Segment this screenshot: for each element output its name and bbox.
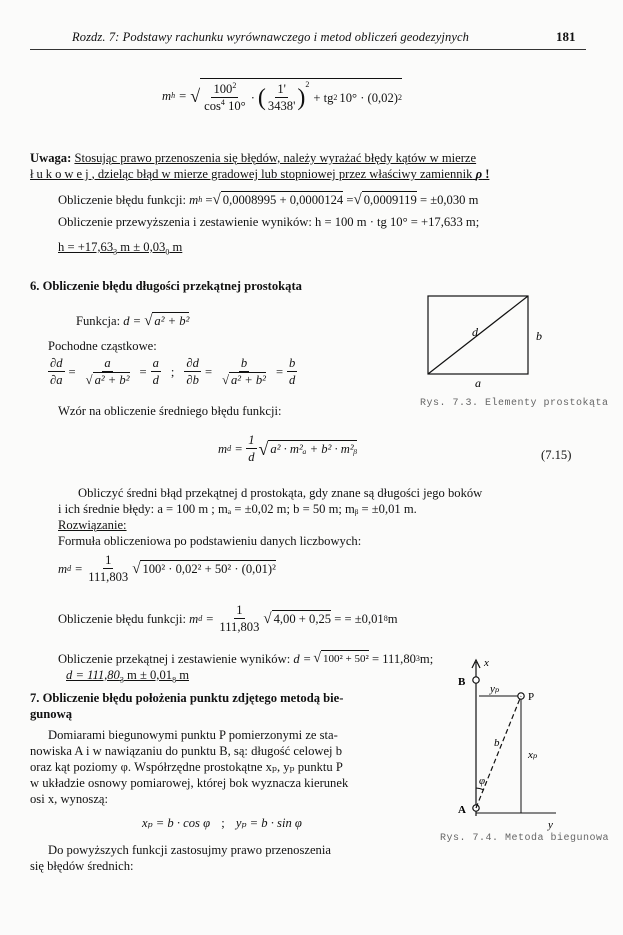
section-7-title-1: 7. Obliczenie błędu położenia punktu zdjętego metodą bie- <box>30 691 344 705</box>
page-number: 181 <box>556 29 576 44</box>
para2-line-1: Do powyższych funkcji zastosujmy prawo przenoszenia <box>48 843 331 857</box>
label-phi: φ <box>479 775 486 787</box>
para1-line-5: osi x, wynoszą: <box>30 792 109 806</box>
label-x-axis: x <box>484 657 489 669</box>
equation-number: (7.15) <box>541 448 572 462</box>
calc-mh: Obliczenie błędu funkcji: m h = √ 0,0008995 + 0,0000124 = √ 0,0009119 = ±0,030 m <box>58 191 479 208</box>
frac-1-3438: $\frac{1'}{3438'}$ <box>267 82 296 113</box>
section-6-title: 6. Obliczenie błędu długości przekątnej prostokąta <box>30 279 302 293</box>
result-h: $h = +17,63_3$ $m \pm 0,03_0$ m <box>58 240 183 257</box>
angle-arc <box>476 788 484 790</box>
diagonal-line <box>428 296 528 374</box>
note-line-2: łukowej, dzieląc błąd w mierze gradowej lub stopniowej przez właściwy zamiennik ρ ! <box>30 167 490 181</box>
summary-d: Obliczenie przekątnej i zestawienie wyników: d = √ 100² + 50² = 111,80 3 m; <box>58 650 434 666</box>
frac-100-cos: $\frac{100^2}{\cos^4 10^\circ}$ <box>204 80 246 113</box>
formula-7-15: m d = $\frac{1}{d}$ √ a² · m²ₐ + b² · m²ᵦ <box>218 433 358 464</box>
figure-7-4-caption: Rys. 7.4. Metoda biegunowa <box>440 833 610 844</box>
solution-label: Rozwiązanie: <box>58 518 127 532</box>
running-header: Rozdz. 7: Podstawy rachunku wyrównawczego i metod obliczeń geodezyjnych <box>72 30 469 44</box>
para1-line-1: Domiarami biegunowymi punktu P pomierzonymi ze sta- <box>48 728 338 742</box>
calc-h: Obliczenie przewyższenia i zestawienie wyników: h = 100 m · tg 10° = +17,633 m; <box>58 215 480 229</box>
problem-line-1: Obliczyć średni błąd przekątnej d prostokąta, gdy znane są długości jego boków <box>78 486 483 500</box>
para1-line-4: w układzie osnowy pomiarowej, której bok wyznacza kierunek <box>30 776 349 790</box>
partials-label: Pochodne cząstkowe: <box>48 339 157 353</box>
label-b: b <box>536 329 542 343</box>
rectangle-figure <box>420 290 590 415</box>
note-line-1: Uwaga: Stosując prawo przenoszenia się błędów, należy wyrażać błędy kątów w mierze <box>30 151 477 165</box>
para2-line-2: się błędów średnich: <box>30 859 134 873</box>
function-d: Funkcja: d = √ a² + b² <box>76 312 190 329</box>
label-b-length: b <box>494 737 500 749</box>
partial-derivatives: $\frac{\partial d}{\partial a}$ = $\frac{a}{\text{√ a² + b²}}$ = $\frac{a}{d}$ ; $\frac{\partial d}{\partial b}$ = $\frac{b}{\text{√ a² + b²}}$ = $\frac{b}{d}$ <box>50 356 296 387</box>
label-a: a <box>475 376 481 390</box>
problem-line-2: i ich średnie błędy: a = 100 m ; mₐ = ±0,02 m; b = 50 m; mᵦ = ±0,01 m. <box>58 502 417 516</box>
section-7-title-2: gunową <box>30 707 72 721</box>
label-xp: xₚ <box>528 749 538 761</box>
label-yp: yₚ <box>490 683 500 695</box>
polar-equations: xₚ = b · cos φ ; yₚ = b · sin φ <box>142 816 302 830</box>
final-result-d: $d = 111,80_3$ $m \pm 0,01_8$ m <box>66 668 190 685</box>
label-y-axis: y <box>548 819 553 831</box>
formula-mh: m h = √ $\frac{100^2}{\cos^4 10^\circ}$ · ( $\frac{1'}{3438'}$ ) 2 + tg 2 10° · (0,02) 2 <box>162 80 402 113</box>
para1-line-2: nowiska A i w nawiązaniu do punktu B, są: długość celowej b <box>30 744 342 758</box>
label-point-a: A <box>458 804 466 816</box>
substituted-formula: m d = $\frac{1}{111,803}$ √ 100² · 0,02² + 50² · (0,01)² <box>58 553 276 584</box>
para1-line-3: oraz kąt poziomy φ. Współrzędne prostokątne xₚ, yₚ punktu P <box>30 760 343 774</box>
sight-line-b <box>476 696 521 808</box>
label-point-p: P <box>528 691 535 703</box>
calc-md: Obliczenie błędu funkcji: m d = $\frac{1}{111,803}$ √ 4,00 + 0,25 = = ±0,01 8 m <box>58 603 398 634</box>
polar-method-figure <box>448 656 598 831</box>
figure-7-3-caption: Rys. 7.3. Elementy prostokąta <box>420 398 609 409</box>
point-b-marker <box>473 677 479 683</box>
header-rule <box>30 49 586 50</box>
formula-line: Formuła obliczeniowa po podstawieniu danych liczbowych: <box>58 534 362 548</box>
wzor-label: Wzór na obliczenie średniego błędu funkcji: <box>58 404 282 418</box>
label-point-b: B <box>458 676 466 688</box>
label-d: d <box>472 325 478 339</box>
